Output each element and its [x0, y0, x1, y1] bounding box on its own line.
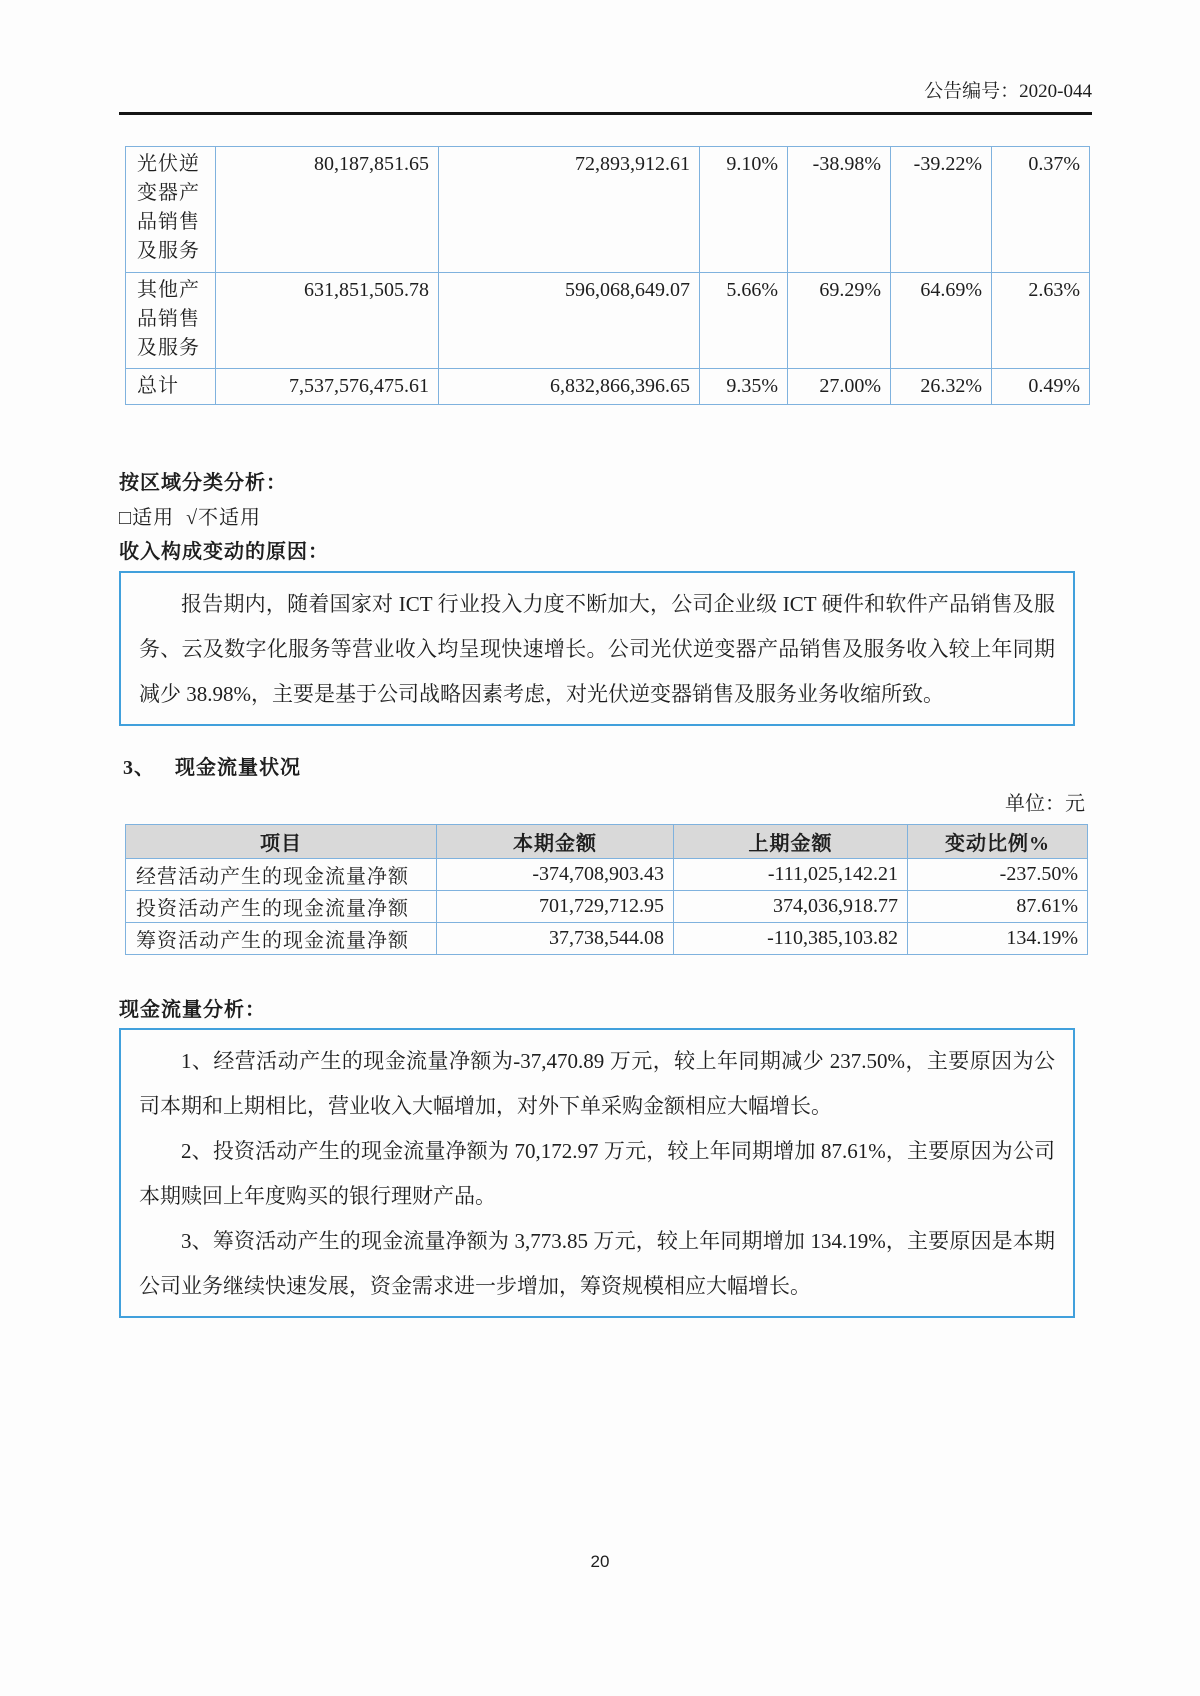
table-header-row	[126, 825, 1088, 859]
analysis-text-box	[119, 1028, 1075, 1318]
table-cell: 2.63%	[992, 273, 1090, 369]
reason-paragraph: 报告期内，随着国家对 ICT 行业投入力度不断加大，公司企业级 ICT 硬件和软件产品销售及服务、云及数字化服务等营业收入均呈现快速增长。公司光伏逆变器产品销售及服务收入较上年同期减少 38.98%，主要是基于公司战略因素考虑，对光伏逆变器销售及服务业务收缩所致。	[139, 592, 1055, 706]
applicability-line: □适用 √不适用	[119, 507, 262, 529]
table-cell: 134.19%	[908, 923, 1088, 955]
unit-label: 单位：元	[1005, 793, 1085, 815]
table-row	[126, 147, 1090, 273]
region-analysis-heading: 按区域分类分析：	[119, 472, 287, 494]
table-cell: 0.37%	[992, 147, 1090, 273]
table-cell: 596,068,649.07	[439, 273, 700, 369]
row-label: 筹资活动产生的现金流量净额	[126, 923, 437, 955]
table-cell: 6,832,866,396.65	[439, 369, 700, 405]
table-row	[126, 859, 1088, 891]
header-rule	[119, 112, 1092, 115]
table-cell: 64.69%	[891, 273, 992, 369]
column-header: 项目	[126, 825, 437, 859]
table-cell: 69.29%	[788, 273, 891, 369]
section-title: 现金流量状况	[175, 757, 301, 779]
analysis-paragraph: 3、筹资活动产生的现金流量净额为 3,773.85 万元，较上年同期增加 134.19%，主要原因是本期公司业务继续快速发展，资金需求进一步增加，筹资规模相应大幅增长。	[139, 1229, 1055, 1298]
table-cell: -38.98%	[788, 147, 891, 273]
cashflow-section-heading	[123, 756, 1200, 781]
table-cell: -39.22%	[891, 147, 992, 273]
cashflow-analysis-heading: 现金流量分析：	[119, 999, 266, 1021]
row-label: 投资活动产生的现金流量净额	[126, 891, 437, 923]
table-row	[126, 891, 1088, 923]
table-cell: 72,893,912.61	[439, 147, 700, 273]
table-cell: 374,036,918.77	[674, 891, 908, 923]
table-row-total	[126, 369, 1090, 405]
doc-number: 公告编号：2020-044	[924, 81, 1092, 102]
column-header: 变动比例%	[908, 825, 1088, 859]
analysis-paragraph: 1、经营活动产生的现金流量净额为-37,470.89 万元，较上年同期减少 237.50%，主要原因为公司本期和上期相比，营业收入大幅增加，对外下单采购金额相应大幅增长。	[139, 1049, 1055, 1118]
cashflow-table	[125, 824, 1088, 955]
table-cell: -111,025,142.21	[674, 859, 908, 891]
table-cell: 5.66%	[700, 273, 788, 369]
column-header: 上期金额	[674, 825, 908, 859]
table-cell: 9.35%	[700, 369, 788, 405]
column-header: 本期金额	[437, 825, 674, 859]
table-cell: 9.10%	[700, 147, 788, 273]
table-cell: 7,537,576,475.61	[216, 369, 439, 405]
row-label: 总计	[126, 369, 216, 405]
section-number: 3、	[123, 757, 155, 779]
row-label: 光伏逆变器产品销售及服务	[126, 147, 216, 273]
table-cell: 701,729,712.95	[437, 891, 674, 923]
table-cell: 27.00%	[788, 369, 891, 405]
revenue-change-reason-heading: 收入构成变动的原因：	[119, 541, 329, 563]
table-row	[126, 273, 1090, 369]
page-number: 20	[590, 1552, 610, 1571]
row-label: 其他产品销售及服务	[126, 273, 216, 369]
row-label: 经营活动产生的现金流量净额	[126, 859, 437, 891]
revenue-table	[125, 146, 1090, 405]
reason-text-box	[119, 571, 1075, 726]
table-cell: 631,851,505.78	[216, 273, 439, 369]
table-cell: -110,385,103.82	[674, 923, 908, 955]
table-cell: 37,738,544.08	[437, 923, 674, 955]
table-cell: 26.32%	[891, 369, 992, 405]
table-cell: 0.49%	[992, 369, 1090, 405]
table-row	[126, 923, 1088, 955]
analysis-paragraph: 2、投资活动产生的现金流量净额为 70,172.97 万元，较上年同期增加 87.61%，主要原因为公司本期赎回上年度购买的银行理财产品。	[139, 1139, 1055, 1208]
table-cell: 87.61%	[908, 891, 1088, 923]
table-cell: -374,708,903.43	[437, 859, 674, 891]
table-cell: -237.50%	[908, 859, 1088, 891]
table-cell: 80,187,851.65	[216, 147, 439, 273]
